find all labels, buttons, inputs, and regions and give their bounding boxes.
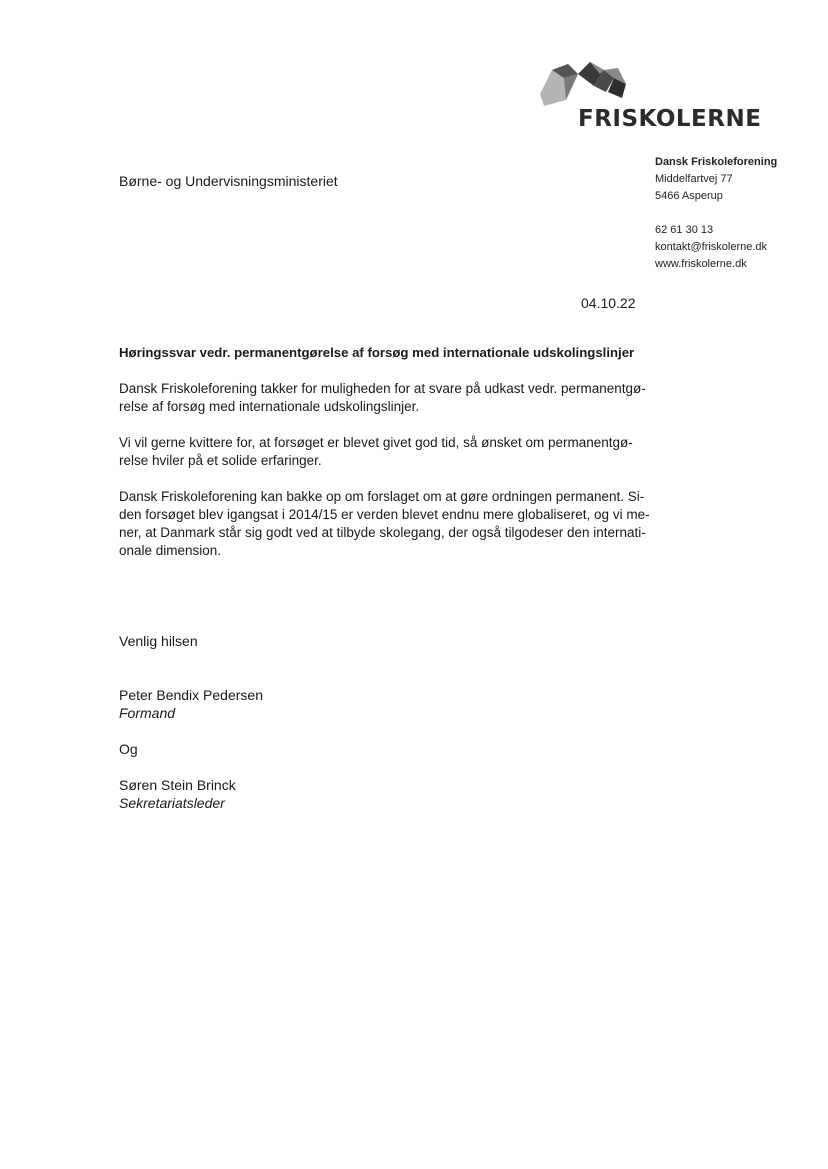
paragraph-line: den forsøget blev igangsat i 2014/15 er verden blevet endnu mere globaliseret, og vi me- <box>119 507 650 522</box>
paragraph-line: Dansk Friskoleforening takker for muligheden for at svare på udkast vedr. permanentgø- <box>119 381 646 396</box>
logo-wordmark: FRISKOLERNE <box>578 106 762 132</box>
sender-street: Middelfartvej 77 <box>655 173 733 185</box>
paragraph <box>119 380 659 416</box>
letter-date: 04.10.22 <box>581 295 636 311</box>
closing-greeting: Venlig hilsen <box>119 633 198 649</box>
recipient: Børne- og Undervisningsministeriet <box>119 173 338 189</box>
paragraph-line: onale dimension. <box>119 543 222 558</box>
signatory-title: Sekretariatsleder <box>119 795 225 811</box>
letter-body <box>119 380 659 578</box>
subject-line: Høringssvar vedr. permanentgørelse af forsøg med internationale udskolingslinjer <box>119 345 635 360</box>
signatory-1 <box>119 686 263 722</box>
sender-web: www.friskolerne.dk <box>655 258 747 270</box>
signatory-name: Peter Bendix Pedersen <box>119 687 263 703</box>
signatory-2 <box>119 776 236 812</box>
paragraph-line: relse af forsøg med internationale udskolingslinjer. <box>119 399 420 414</box>
paragraph-line: Vi vil gerne kvittere for, at forsøget er blevet givet god tid, så ønsket om permanentgø- <box>119 435 633 450</box>
sender-org: Dansk Friskoleforening <box>655 156 778 168</box>
paragraph-line: Dansk Friskoleforening kan bakke op om forslaget om at gøre ordningen permanent. Si- <box>119 489 645 504</box>
conjunction: Og <box>119 741 138 757</box>
logo-mark-icon <box>538 60 628 112</box>
paragraph <box>119 434 659 470</box>
signatory-name: Søren Stein Brinck <box>119 777 236 793</box>
sender-city: 5466 Asperup <box>655 190 723 202</box>
paragraph-line: ner, at Danmark står sig godt ved at tilbyde skolegang, der også tilgodeser den internati- <box>119 525 646 540</box>
friskolerne-logo <box>538 60 773 135</box>
sender-email: kontakt@friskolerne.dk <box>655 241 768 253</box>
sender-address-block <box>655 154 777 273</box>
signatory-title: Formand <box>119 705 176 721</box>
paragraph-line: relse hviler på et solide erfaringer. <box>119 453 322 468</box>
paragraph <box>119 488 659 560</box>
sender-phone: 62 61 30 13 <box>655 224 714 236</box>
